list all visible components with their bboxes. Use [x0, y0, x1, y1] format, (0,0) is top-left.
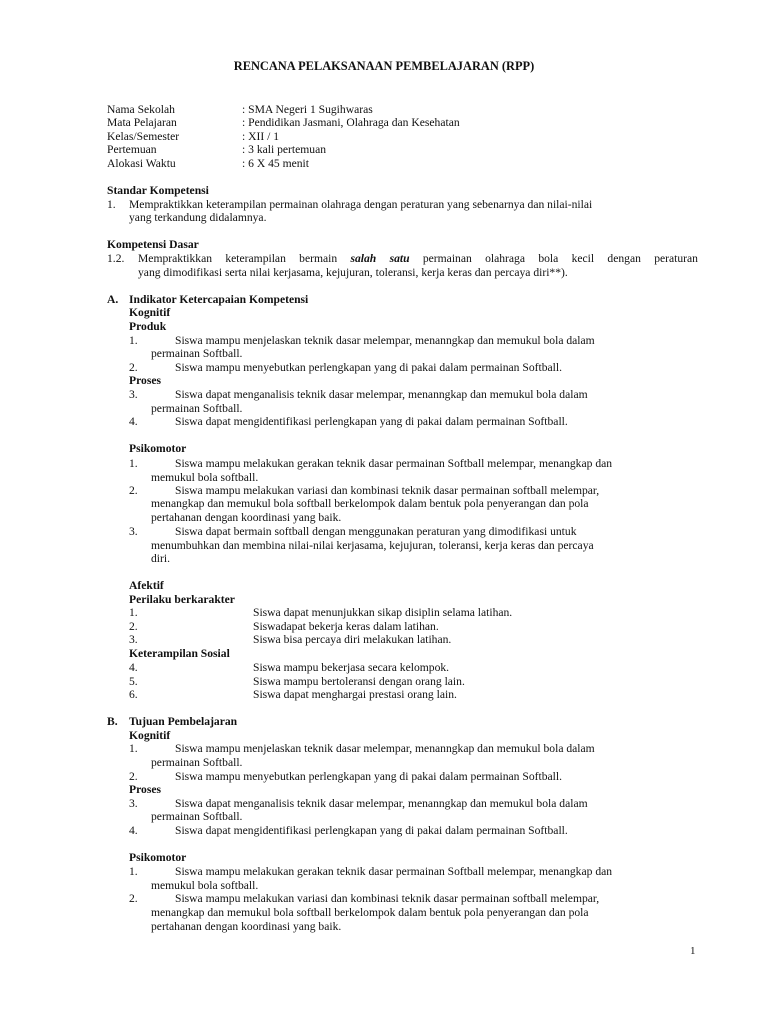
- section-a-heading: Indikator Ketercapaian Kompetensi: [129, 293, 309, 306]
- a-produk-2-line1: Siswa mampu menyebutkan perlengkapan yang di pakai dalam permainan Softball.: [175, 361, 562, 374]
- a-produk-2-num: 2.: [129, 361, 138, 374]
- section-a-psikomotor: Psikomotor: [129, 442, 187, 455]
- a-psiko-2-line3: pertahanan dengan koordinasi yang baik.: [151, 511, 342, 524]
- a-perilaku-1-text: Siswa dapat menunjukkan sikap disiplin selama latihan.: [253, 606, 513, 619]
- b-proses-3-line1: Siswa dapat menganalisis teknik dasar melempar, menanngkap dan memukul bola dalam: [175, 797, 588, 810]
- a-sosial-6-text: Siswa dapat menghargai prestasi orang lain.: [253, 688, 457, 701]
- a-sosial-6-num: 6.: [129, 688, 138, 701]
- a-psiko-1-num: 1.: [129, 457, 138, 470]
- b-kog-1-num: 1.: [129, 742, 138, 755]
- section-a-proses: Proses: [129, 374, 161, 387]
- identity-value-time: : 6 X 45 menit: [242, 157, 309, 170]
- b-psiko-2-line1: Siswa mampu melakukan variasi dan kombinasi teknik dasar permainan softball melempar,: [175, 892, 600, 905]
- kd-text-emphasis: salah satu: [350, 252, 410, 265]
- kd-text-line2: yang dimodifikasi serta nilai kerjasama, kejujuran, toleransi, kerja keras dan percaya diri**).: [138, 266, 568, 279]
- section-b-letter: B.: [107, 715, 118, 728]
- identity-label-school: Nama Sekolah: [107, 103, 175, 116]
- identity-value-school: : SMA Negeri 1 Sugihwaras: [242, 103, 373, 116]
- b-proses-3-num: 3.: [129, 797, 138, 810]
- b-kog-2-line1: Siswa mampu menyebutkan perlengkapan yang di pakai dalam permainan Softball.: [175, 770, 562, 783]
- b-psiko-1-line1: Siswa mampu melakukan gerakan teknik dasar permainan Softball melempar, menangkap dan: [175, 865, 613, 878]
- kd-heading: Kompetensi Dasar: [107, 238, 199, 251]
- sk-text-line2: yang terkandung didalamnya.: [129, 211, 267, 224]
- a-perilaku-2-text: Siswadapat bekerja keras dalam latihan.: [253, 620, 439, 633]
- sk-number: 1.: [107, 198, 116, 211]
- a-sosial-4-num: 4.: [129, 661, 138, 674]
- section-a-sosial: Keterampilan Sosial: [129, 647, 230, 660]
- a-psiko-1-line2: memukul bola softball.: [151, 471, 259, 484]
- a-perilaku-2-num: 2.: [129, 620, 138, 633]
- a-sosial-5-num: 5.: [129, 675, 138, 688]
- a-sosial-4-text: Siswa mampu bekerjasa secara kelompok.: [253, 661, 450, 674]
- kd-number: 1.2.: [107, 252, 125, 265]
- b-kog-1-line1: Siswa mampu menjelaskan teknik dasar melempar, menanngkap dan memukul bola dalam: [175, 742, 595, 755]
- section-a-letter: A.: [107, 293, 119, 306]
- page-number: 1: [690, 945, 696, 957]
- a-psiko-1-line1: Siswa mampu melakukan gerakan teknik dasar permainan Softball melempar, menangkap dan: [175, 457, 613, 470]
- b-psiko-1-num: 1.: [129, 865, 138, 878]
- a-psiko-2-num: 2.: [129, 484, 138, 497]
- b-kog-1-line2: permainan Softball.: [151, 756, 243, 769]
- identity-value-class: : XII / 1: [242, 130, 280, 143]
- identity-value-subject: : Pendidikan Jasmani, Olahraga dan Kesehatan: [242, 116, 460, 129]
- sk-heading: Standar Kompetensi: [107, 184, 209, 197]
- b-psiko-2-num: 2.: [129, 892, 138, 905]
- b-proses-4-line1: Siswa dapat mengidentifikasi perlengkapan yang di pakai dalam permainan Softball.: [175, 824, 568, 837]
- kd-text-post: permainan olahraga bola kecil dengan peraturan: [409, 252, 698, 265]
- section-b-heading: Tujuan Pembelajaran: [129, 715, 238, 728]
- b-proses-3-line2: permainan Softball.: [151, 810, 243, 823]
- identity-value-meeting: : 3 kali pertemuan: [242, 143, 327, 156]
- a-perilaku-1-num: 1.: [129, 606, 138, 619]
- a-psiko-3-line2: menumbuhkan dan membina nilai-nilai kerjasama, kejujuran, toleransi, kerja keras dan percaya: [151, 539, 594, 552]
- b-proses-4-num: 4.: [129, 824, 138, 837]
- a-psiko-2-line1: Siswa mampu melakukan variasi dan kombinasi teknik dasar permainan softball melempar,: [175, 484, 600, 497]
- identity-label-subject: Mata Pelajaran: [107, 116, 177, 129]
- section-a-kognitif: Kognitif: [129, 306, 171, 319]
- kd-text-line1: [138, 252, 698, 265]
- b-psiko-1-line2: memukul bola softball.: [151, 879, 259, 892]
- a-psiko-3-line3: diri.: [151, 552, 170, 565]
- a-produk-1-line1: Siswa mampu menjelaskan teknik dasar melempar, menanngkap dan memukul bola dalam: [175, 334, 595, 347]
- section-b-kognitif: Kognitif: [129, 729, 171, 742]
- section-a-perilaku: Perilaku berkarakter: [129, 593, 235, 606]
- a-psiko-3-line1: Siswa dapat bermain softball dengan menggunakan peraturan yang dimodifikasi untuk: [175, 525, 577, 538]
- a-sosial-5-text: Siswa mampu bertoleransi dengan orang lain.: [253, 675, 465, 688]
- a-perilaku-3-num: 3.: [129, 633, 138, 646]
- a-proses-4-num: 4.: [129, 415, 138, 428]
- identity-label-meeting: Pertemuan: [107, 143, 157, 156]
- section-a-produk: Produk: [129, 320, 167, 333]
- a-proses-4-line1: Siswa dapat mengidentifikasi perlengkapan yang di pakai dalam permainan Softball.: [175, 415, 568, 428]
- a-proses-3-line1: Siswa dapat menganalisis teknik dasar melempar, menanngkap dan memukul bola dalam: [175, 388, 588, 401]
- section-b-psikomotor: Psikomotor: [129, 851, 187, 864]
- a-psiko-3-num: 3.: [129, 525, 138, 538]
- a-produk-1-num: 1.: [129, 334, 138, 347]
- section-a-afektif: Afektif: [129, 579, 164, 592]
- page-title: RENCANA PELAKSANAAN PEMBELAJARAN (RPP): [233, 59, 535, 73]
- b-kog-2-num: 2.: [129, 770, 138, 783]
- section-b-proses: Proses: [129, 783, 161, 796]
- a-perilaku-3-text: Siswa bisa percaya diri melakukan latihan.: [253, 633, 452, 646]
- sk-text-line1: Mempraktikkan keterampilan permainan olahraga dengan peraturan yang sebenarnya dan nilai-nilai: [129, 198, 593, 211]
- b-psiko-2-line3: pertahanan dengan koordinasi yang baik.: [151, 920, 342, 933]
- b-psiko-2-line2: menangkap dan memukul bola softball berkelompok dalam bentuk pola penyerangan dan pola: [151, 906, 589, 919]
- identity-label-class: Kelas/Semester: [107, 130, 180, 143]
- a-produk-1-line2: permainan Softball.: [151, 347, 243, 360]
- kd-text-pre: Mempraktikkan keterampilan bermain: [138, 252, 351, 265]
- identity-label-time: Alokasi Waktu: [107, 157, 176, 170]
- a-proses-3-num: 3.: [129, 388, 138, 401]
- a-proses-3-line2: permainan Softball.: [151, 402, 243, 415]
- a-psiko-2-line2: menangkap dan memukul bola softball berkelompok dalam bentuk pola penyerangan dan pola: [151, 497, 589, 510]
